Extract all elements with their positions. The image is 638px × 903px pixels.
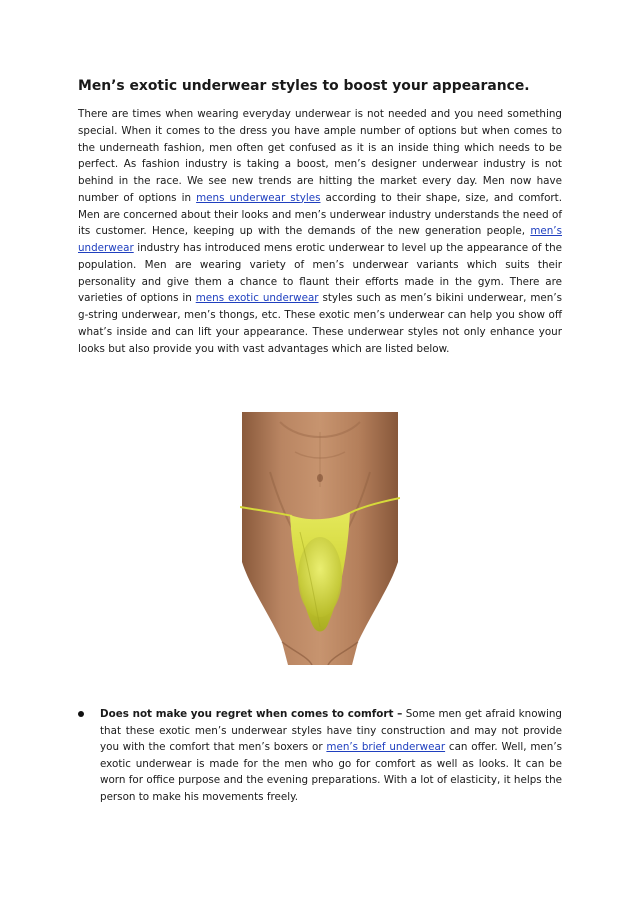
benefits-list [78,706,562,806]
link-mens-brief-underwear[interactable]: men’s brief underwear [326,741,446,754]
bullet-text-2: can offer. Well, men’s exotic underwear is made for the men who go for comfort as well as looks. It can be worn for office purpose and the evening preparations. With a lot of elasticity, it helps the person to make his movements freely. [100,741,563,803]
link-mens-underwear[interactable]: men’s underwear [78,225,562,254]
list-item [78,706,562,806]
para-text-3: industry has introduced mens erotic underwear to level up the appearance of the population. Men are wearing variety of men’s underwear variants which suits their personality and give them a chance to flaunt their efforts made in the gym. There are varieties of options in [78,242,562,305]
link-mens-exotic-underwear[interactable]: mens exotic underwear [195,292,319,305]
bullet-icon [78,711,84,717]
para-text-2: according to their shape, size, and comfort. Men are concerned about their looks and men’s underwear industry understands the need of its customer. Hence, keeping up with the demands of the new generation people, [78,191,562,238]
bullet-text-1: Some men get afraid knowing that these exotic men’s underwear styles have tiny construction and may not provide you with the comfort that men’s boxers or [100,708,562,754]
bullet-heading: Does not make you regret when comes to comfort – [100,708,403,720]
link-mens-underwear-styles[interactable]: mens underwear styles [196,191,321,204]
page-title: Men’s exotic underwear styles to boost your appearance. [78,78,530,94]
para-text-4: styles such as men’s bikini underwear, men’s g-string underwear, men’s thongs, etc. These exotic men’s underwear can help you show off what’s inside and can lift your appearance. These underwear styles not only enhance your looks but also provide you with vast advantages which are listed below. [78,292,562,355]
underwear-model-image [240,412,400,665]
product-photo [240,412,400,665]
intro-paragraph [78,106,562,357]
para-text-1: There are times when wearing everyday underwear is not needed and you need something special. When it comes to the dress you have ample number of options but when comes to the underneath fashion, men often get confused as it is an inside thing which needs to be perfect. As fashion industry is taking a boost, men’s designer underwear industry is not behind in the race. We see new trends are hitting the market every day. Men now have number of options in [78,108,562,204]
